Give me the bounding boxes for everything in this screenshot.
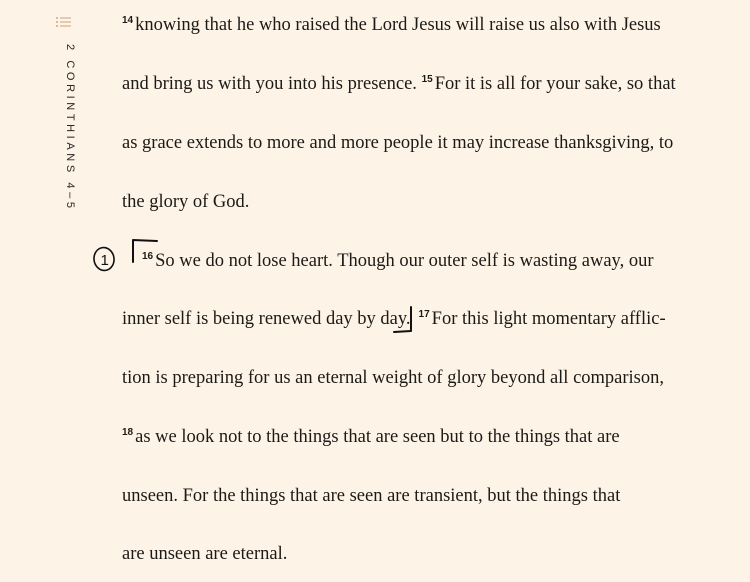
line-text: the glory of God.: [122, 192, 250, 212]
verse-number: 15: [421, 73, 433, 85]
close-bracket-annotation: [392, 305, 416, 335]
text-line: [122, 73, 676, 95]
svg-text:1: 1: [100, 252, 109, 269]
book-reference: 2 CORINTHIANS 4–5: [64, 44, 76, 212]
text-line: [122, 14, 667, 36]
verse-number: 18: [122, 426, 134, 438]
verse-number: 17: [418, 308, 430, 320]
line-text: unseen. For the things that are seen are transient, but the things that: [122, 486, 621, 506]
line-text: So we do not lose heart. Though our outer self is wasting away, our: [155, 251, 654, 271]
circled-number-annotation: [92, 245, 118, 273]
text-line: [122, 191, 249, 213]
text-line: [122, 367, 664, 389]
line-text: as grace extends to more and more people it may increase thanksgiving, to: [122, 133, 674, 153]
line-text: tion is preparing for us an eternal weight of glory beyond all comparison,: [122, 368, 665, 388]
line-text: For it is all for your sake, so that: [434, 74, 676, 94]
text-line: [142, 250, 654, 272]
open-bracket-annotation: [130, 238, 160, 264]
list-menu-icon[interactable]: [56, 16, 72, 30]
line-text: For this light momentary afflic-: [431, 309, 666, 329]
line-text: as we look not to the things that are seen but to the things that are: [135, 427, 620, 447]
line-text: inner self is being renewed day by day.: [122, 309, 411, 329]
text-line: [122, 132, 673, 154]
text-line: [122, 426, 620, 448]
text-line: [122, 485, 620, 507]
line-text: are unseen are eternal.: [122, 544, 288, 564]
verse-line-text: $^{14}$ knowing that he who raised the Lord Jesus will raise us also with Jesus: [122, 14, 661, 35]
verse-number: 14: [122, 14, 134, 26]
verse-number: 16: [142, 250, 154, 262]
text-line: [122, 543, 287, 565]
sidebar: [50, 14, 78, 234]
line-text: and bring us with you into his presence.: [122, 74, 417, 94]
